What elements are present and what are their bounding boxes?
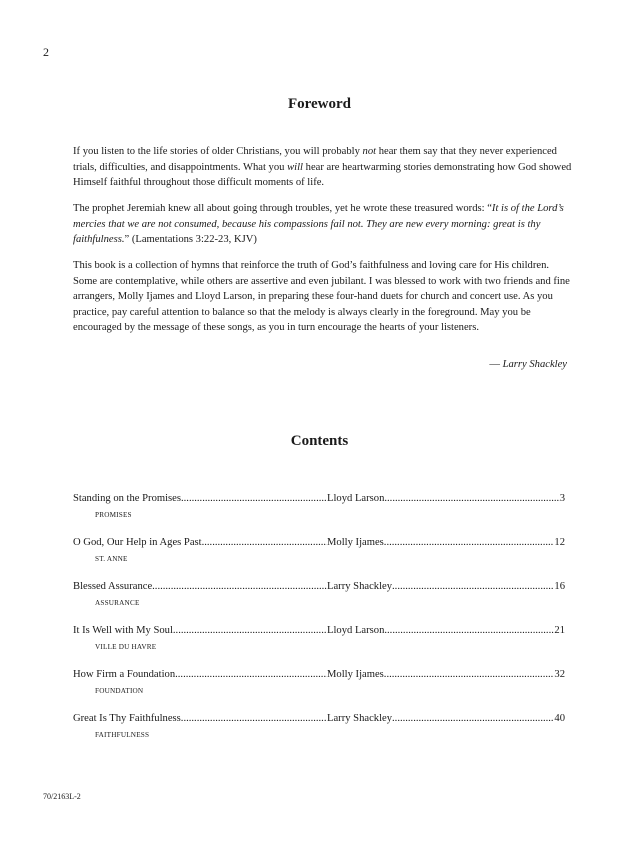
toc-item[interactable] [73,492,565,536]
toc-title: Great Is Thy Faithfulness [73,713,181,724]
toc-leader-dots [173,624,327,638]
foreword-paragraph-2 [73,201,573,248]
p1-text-e: hear are heartwarming stories demonstrating how God showed Himself faithful throughout those difficult moments of life. [73,161,572,188]
toc-arranger: Lloyd Larson [327,625,385,636]
p1-emphasis-will: will [287,161,304,173]
toc-leader-dots [392,712,554,726]
toc-title: Blessed Assurance [73,581,153,592]
toc-arranger: Lloyd Larson [327,493,385,504]
toc-tune-name: FOUNDATION [95,687,144,695]
toc-line [73,580,565,594]
toc-item[interactable] [73,624,565,668]
toc-tune-name: ASSURANCE [95,599,140,607]
toc-arranger-group [327,580,565,594]
toc-leader-dots [392,580,554,594]
toc-arranger: Larry Shackley [327,713,393,724]
toc-line [73,712,565,726]
toc-title: How Firm a Foundation [73,669,176,680]
toc-leader-dots [181,712,327,726]
contents-heading: Contents [290,433,349,449]
toc-item[interactable] [73,536,565,580]
toc-page-number: 32 [554,669,565,680]
p2-text-a: The prophet Jeremiah knew all about going through troubles, yet he wrote these treasured words: “ [73,203,492,214]
toc-tune-name: PROMISES [95,511,132,519]
toc-arranger-group [327,712,565,726]
toc-leader-dots [202,536,327,550]
toc-leader-dots [152,580,327,594]
toc-arranger: Larry Shackley [327,581,393,592]
toc-arranger-group [327,536,565,550]
signature-dash: — [489,359,503,370]
toc-title: It Is Well with My Soul [73,625,173,636]
p1-text-c: hear them say that they never experienced trials, difficulties, and disappointments. What you [73,146,557,173]
toc-page-number: 21 [554,625,565,636]
p2-text-c: ” (Lamentations 3:22-23, KJV) [124,234,257,245]
toc-leader-dots [384,492,559,506]
toc-arranger: Molly Ijames [327,669,384,680]
footer-catalog-code: 70/2163L-2 [43,792,81,801]
toc-line [73,624,565,638]
foreword-paragraph-3: This book is a collection of hymns that reinforce the truth of God’s faithfulness and loving care for His children. Some are contemplative, while others are assertive and even jubilant. I was blessed to work with two friends and fine arrangers, Molly Ijames and Lloyd Larson, in preparing these four-hand duets for church and concert use. As you practice, pay careful attention to balance so that the melody is always clearly in the foreground. May you be encouraged by the message of these songs, as you in turn encourage the hearts of your listeners. [73,260,570,333]
signature [489,359,567,370]
p1-text-a: If you listen to the life stories of older Christians, you will probably [73,146,363,157]
toc-arranger-group [327,492,565,506]
toc-tune-name: FAITHFULNESS [95,731,150,739]
toc-leader-dots [175,668,327,682]
toc-leader-dots [384,624,554,638]
foreword-paragraph-1 [73,144,573,191]
toc-leader-dots [384,536,555,550]
toc-leader-dots [384,668,555,682]
foreword-heading: Foreword [287,96,352,112]
toc-item[interactable] [73,668,565,712]
toc-page-number: 40 [554,713,565,724]
toc-leader-dots [181,492,327,506]
p1-emphasis-not: not [362,146,377,157]
toc-arranger: Molly Ijames [327,537,384,548]
toc-page-number: 3 [559,493,565,504]
toc-arranger-group [327,624,565,638]
p2-scripture-quote: It is of the Lord’s mercies that we are not consumed, because his compassions fail not. They are new every morning: great is thy faithfulness. [73,203,564,245]
toc-item[interactable] [73,712,565,756]
page-number: 2 [43,45,49,59]
toc-item[interactable] [73,580,565,624]
toc-line [73,668,565,682]
signature-name: Larry Shackley [502,359,567,370]
table-of-contents [73,492,565,756]
toc-arranger-group [327,668,565,682]
toc-line [73,536,565,550]
toc-line [73,492,565,506]
toc-title: Standing on the Promises [73,493,181,504]
toc-title: O God, Our Help in Ages Past [73,537,202,548]
toc-tune-name: ST. ANNE [95,555,128,563]
toc-page-number: 16 [554,581,565,592]
toc-page-number: 12 [554,537,565,548]
toc-tune-name: VILLE DU HAVRE [95,643,157,651]
